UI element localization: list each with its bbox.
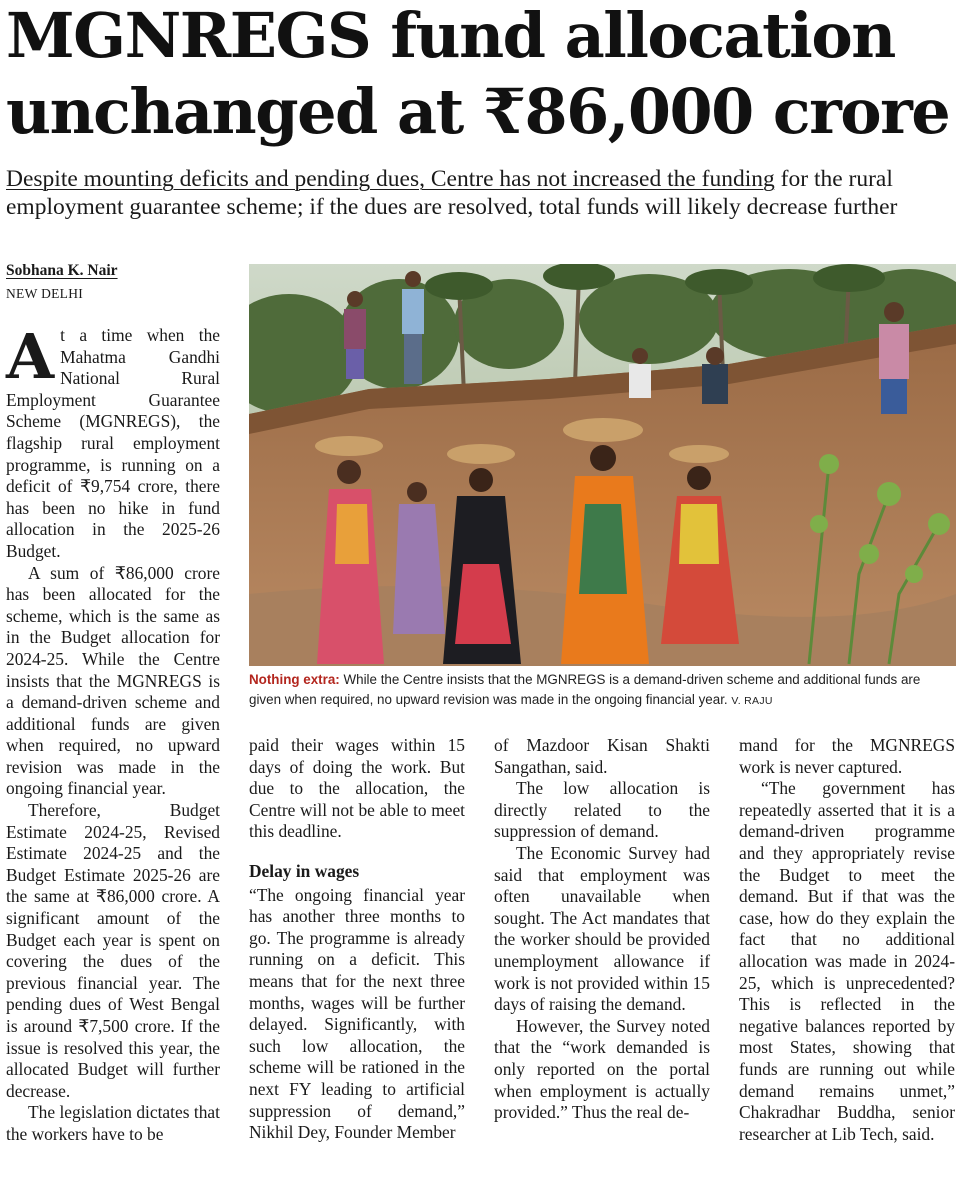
paragraph-10: However, the Survey noted that the “work demanded is only reported on the portal when employment is actually provided.” Thus the real de- [494,1015,710,1123]
news-photo [249,264,956,666]
paragraph-3: Therefore, Budget Estimate 2024-25, Revised Estimate 2024-25 and the Budget Estimate 2025-26 are the same at ₹86,000 crore. A significant amount of the Budget each year is spent on covering the dues of the previous financial year. The pending dues of West Bengal is around ₹7,500 crore. If the issue is resolved this year, the allocated Budget will further decrease. [6,800,220,1101]
paragraph-9: The Economic Survey had said that employment was often unavailable when sought. The Act mandates that the worker should be provided unemployment allowance if work is not provided within 15 days of raising the demand. [494,842,710,1015]
paragraph-6: “The ongoing financial year has another three months to go. The programme is already running on a deficit. This means that for the next three months, wages will be further delayed. Significantly, with such low allocation, the scheme will be rationed in the next FY leading to artificial suppression of demand,” Nikhil Dey, Founder Member [249,884,465,1143]
paragraph-5: paid their wages within 15 days of doing the work. But due to the allocation, the Centre will not be able to meet this deadline. [249,735,465,842]
dateline: NEW DELHI [6,286,84,301]
column-4 [739,735,955,1145]
column-1 [6,320,220,1146]
dropcap: A [6,320,55,393]
paragraph-1 [6,320,220,563]
paragraph-1-text: t a time when the Mahatma Gandhi National Rural Employment Guarantee Scheme (MGNREGS), the flagship rural employment programme, is running on a deficit of ₹9,754 crore, there has been no hike in fund allocation in the 2025-26 Budget. [6,325,220,561]
paragraph-12: “The government has repeatedly asserted that it is a demand-driven programme and they appropriately revise the Budget to meet the demand. But if that was the case, how do they explain the fact that no additional allocation was made in 2024-25, which is unprecedented? This is reflected in the negative balances reported by most States, showing that funds are running out while demand remains unmet,” Chakradhar Buddha, senior researcher at Lib Tech, said. [739,778,955,1144]
paragraph-4: The legislation dictates that the workers have to be [6,1102,220,1144]
paragraph-7: of Mazdoor Kisan Shakti Sangathan, said. [494,735,710,777]
deck [6,165,954,221]
column-2 [249,735,465,1144]
deck-rest: for the rural employment guarantee scheme; if the dues are resolved, total funds will likely decrease further [6,166,898,220]
column-3 [494,735,710,1124]
photo-credit: V. RAJU [731,695,773,707]
paragraph-2: A sum of ₹86,000 crore has been allocated for the scheme, which is the same as in the Budget allocation for 2024-25. While the Centre insists that the MGNREGS is a demand-driven scheme and additional funds are given when required, no upward revision was made in the ongoing financial year. [6,562,220,799]
headline: MGNREGS fund allocation unchanged at ₹86,000 crore [6,0,950,148]
photo-caption [249,670,956,711]
paragraph-8: The low allocation is directly related to the suppression of demand. [494,778,710,842]
paragraph-11: mand for the MGNREGS work is never captured. [739,735,955,777]
caption-text: While the Centre insists that the MGNREGS is a demand-driven scheme and additional funds are given when required, no upward revision was made in the ongoing financial year. [249,672,921,707]
deck-underlined: Despite mounting deficits and pending dues, Centre has not increased the funding [6,166,775,192]
workers-photo-illustration [249,264,956,666]
caption-lead: Nothing extra: [249,672,340,687]
byline[interactable]: Sobhana K. Nair [6,262,118,279]
subhead-delay-in-wages: Delay in wages [249,860,360,881]
